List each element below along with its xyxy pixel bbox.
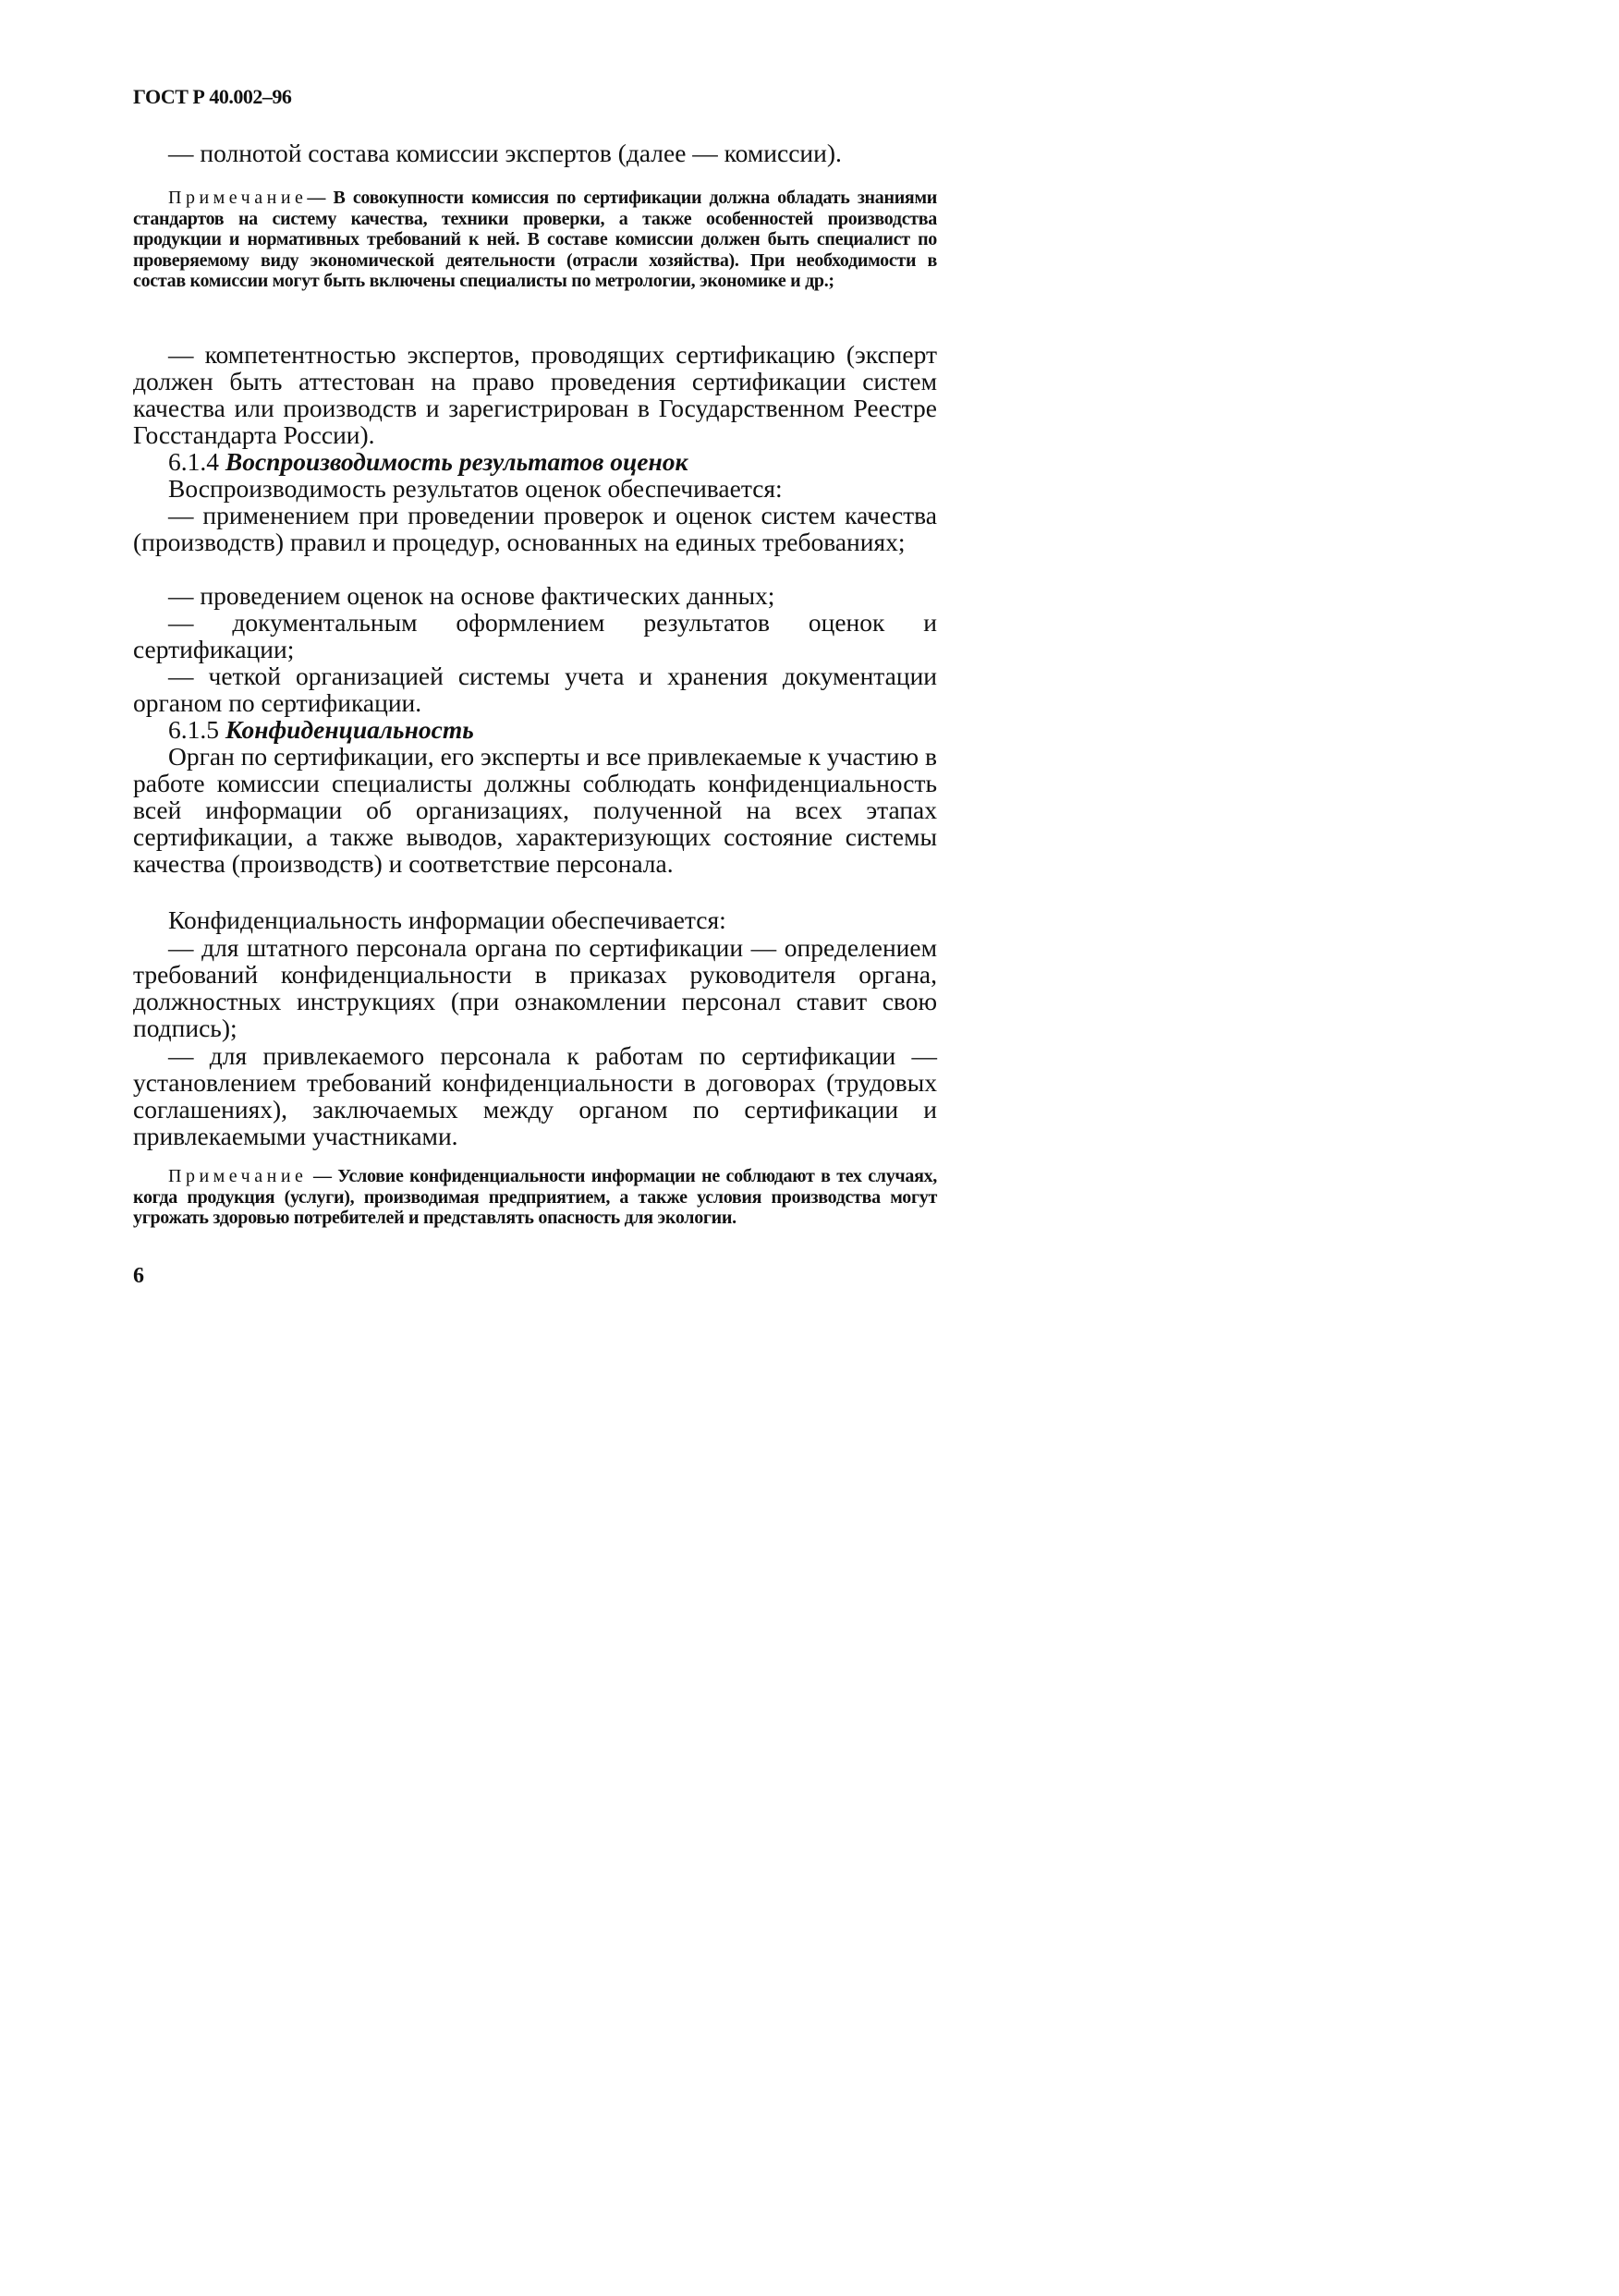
paragraph: — компетентностью экспертов, проводящих сертификацию (эксперт должен быть аттестован на право проведения сертификации систем качества или производств и зарегистрирован в Государственном Реестре Госстандарта России). xyxy=(133,340,937,449)
paragraph: Орган по сертификации, его эксперты и все привлекаемые к участию в работе комиссии специалисты должны соблюдать конфиденциальность всей информации об организациях, полученной на всех этапах сертификации, а также выводов, характеризующих состояние системы качества (производств) и соответствие персонала. xyxy=(133,742,937,878)
section-heading xyxy=(168,448,688,475)
document-header: ГОСТ Р 40.002–96 xyxy=(133,85,292,108)
note-text: — Условие конфиденциальности информации не соблюдают в тех случаях, когда продукция (услуги), производимая предприятием, а также условия производства могут угрожать здоровью потребителей и представлять опасность для экологии. xyxy=(133,1166,937,1228)
note-label: Примечание xyxy=(168,188,308,208)
paragraph: — проведением оценок на основе фактических данных; xyxy=(168,581,775,610)
paragraph: — для привлекаемого персонала к работам по сертификации — установлением требований конфиденциальности в договорах (трудовых соглашениях), заключаемых между органом по сертификации и привлекаемыми участниками. xyxy=(133,1041,937,1150)
note xyxy=(133,1166,937,1229)
note-label: Примечание xyxy=(168,1166,308,1186)
section-title: Воспроизводимость результатов оценок xyxy=(225,447,688,476)
note-text: — В совокупности комиссия по сертификации должна обладать знаниями стандартов на систему качества, техники проверки, а также особенностей производства продукции и нормативных требований к ней. В составе комиссии должен быть специалист по проверяемому виду экономической деятельности (отрасли хозяйства). При необходимости в состав комиссии могут быть включены специалисты по метрологии, экономике и др.; xyxy=(133,188,937,291)
section-heading xyxy=(168,716,474,743)
paragraph: — документальным оформлением результатов оценок и сертификации; xyxy=(133,608,937,663)
section-number: 6.1.5 xyxy=(168,715,219,744)
paragraph: Конфиденциальность информации обеспечивается: xyxy=(168,905,726,934)
page-number: 6 xyxy=(133,1264,144,1288)
paragraph: Воспроизводимость результатов оценок обеспечивается: xyxy=(168,474,783,503)
paragraph: — применением при проведении проверок и оценок систем качества (производств) правил и процедур, основанных на единых требованиях; xyxy=(133,501,937,556)
document-page xyxy=(0,0,1020,1437)
paragraph: — для штатного персонала органа по сертификации — определением требований конфиденциальности в приказах руководителя органа, должностных инструкциях (при ознакомлении персонал ставит свою подпись); xyxy=(133,933,937,1042)
paragraph: — полнотой состава комиссии экспертов (далее — комиссии). xyxy=(168,139,842,167)
section-number: 6.1.4 xyxy=(168,447,219,476)
note xyxy=(133,188,937,292)
paragraph: — четкой организацией системы учета и хранения документации органом по сертификации. xyxy=(133,662,937,717)
section-title: Конфиденциальность xyxy=(225,715,474,744)
